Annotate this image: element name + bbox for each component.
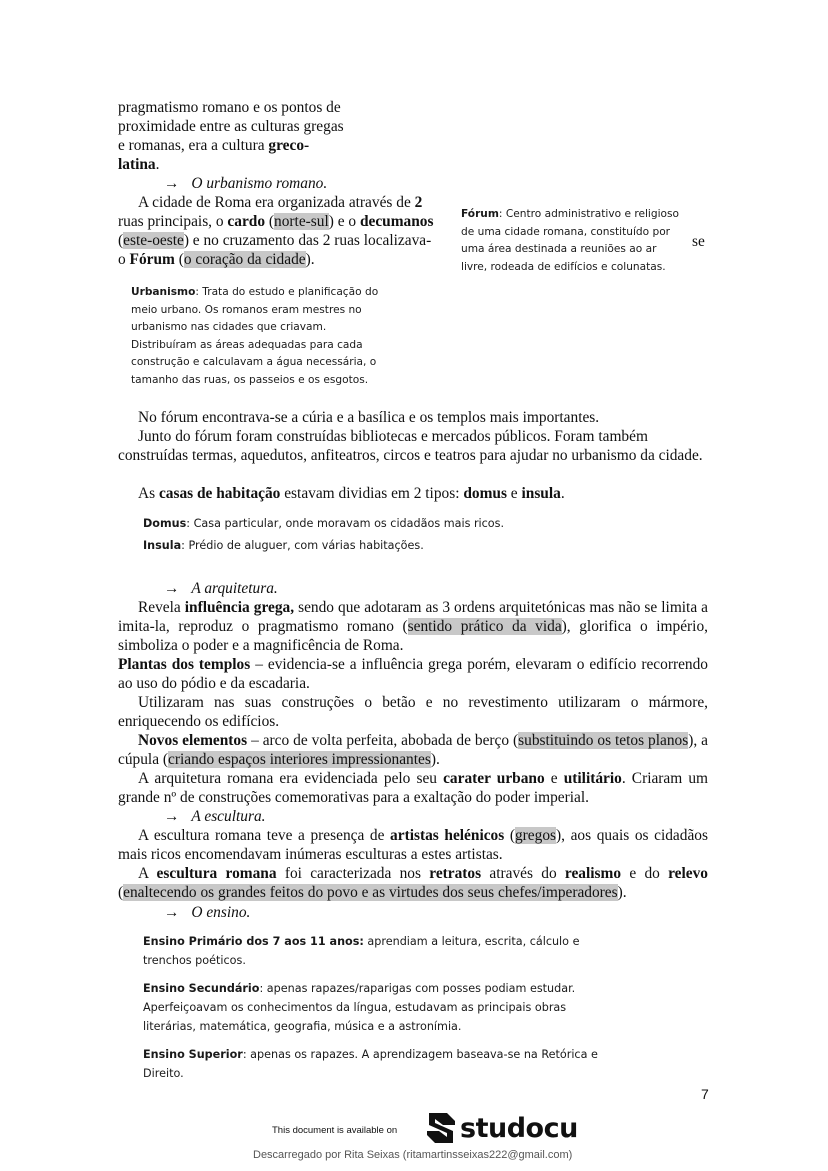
ensino-primario-note (143, 932, 603, 970)
section-heading-label: O urbanismo romano. (191, 175, 328, 192)
footer-downloaded-by: Descarregado por Rita Seixas (ritamartinsseixas222@gmail.com) (253, 1149, 573, 1161)
arquitetura-body (118, 598, 708, 807)
paragraph (118, 826, 708, 864)
text: ). (305, 251, 315, 268)
text: ). (617, 884, 627, 901)
section-heading-urbanismo (118, 174, 327, 193)
note-line (143, 932, 603, 951)
note-line: tamanho das ruas, os passeios e os esgotos. (131, 373, 369, 386)
studocu-logo[interactable] (425, 1111, 578, 1145)
casas-paragraph (138, 484, 565, 503)
section-heading-escultura (118, 807, 266, 826)
bold-term: insula (521, 485, 561, 502)
paragraph-line: No fórum encontrava-se a cúria e a basílica e os templos mais importantes. (138, 409, 600, 426)
text: ( (504, 827, 515, 844)
note-line: uma área destinada a reuniões ao ar (461, 243, 657, 255)
forum-paragraph (118, 408, 718, 465)
note-text: : Centro administrativo e religioso (498, 208, 680, 220)
section-heading-label: A arquitetura. (191, 580, 278, 597)
domus-note (143, 513, 504, 535)
text: ), a cúpula ( (118, 732, 708, 768)
paragraph (118, 864, 708, 902)
bold-term: casas de habitação (158, 485, 281, 502)
text: estavam dividias em 2 tipos: (280, 485, 464, 502)
note-line: meio urbano. Os romanos eram mestres no (131, 303, 362, 316)
paragraph: Utilizaram nas suas construções o betão e no revestimento utilizaram o mármore, enriquecendo os edifícios. (118, 694, 708, 730)
text: ruas principais, o (118, 213, 228, 230)
note-term: Urbanismo (131, 286, 196, 298)
housing-definitions (143, 513, 504, 557)
bold-term: utilitário (563, 770, 622, 787)
bold-term: Plantas dos templos (118, 656, 251, 673)
note-line: literárias, matemática, geografia, música e a astronímia. (143, 1020, 462, 1033)
note-text: : apenas os rapazes. A aprendizagem baseava-se na Retórica e (242, 1048, 598, 1061)
note-line (143, 979, 603, 998)
forum-definition-note (461, 206, 691, 276)
highlighted-text: enaltecendo os grandes feitos do povo e as virtudes dos seus chefes/imperadores (123, 884, 618, 901)
note-term: Insula (143, 539, 182, 552)
bold-term: realismo (564, 865, 622, 882)
text: ) e no cruzamento das 2 ruas localizava- (183, 232, 432, 249)
text: foi caracterizada nos (276, 865, 430, 882)
section-heading-label: O ensino. (191, 904, 251, 921)
page-number: 7 (701, 1086, 709, 1102)
note-line: de uma cidade romana, constituído por (461, 225, 671, 238)
paragraph-line (118, 193, 436, 212)
text: através do (481, 865, 565, 882)
note-line (143, 1045, 603, 1064)
ensino-secundario-note (143, 979, 603, 1036)
arrow-right-icon: → (164, 904, 180, 921)
text: As (138, 485, 159, 502)
text: e (506, 485, 522, 502)
arrow-right-icon: → (164, 808, 180, 825)
escultura-body (118, 826, 708, 902)
paragraph-line: construídas termas, aquedutos, anfiteatros, circos e teatros para ajudar no urbanismo da cidade. (118, 447, 703, 464)
paragraph-line (118, 231, 436, 250)
text: A arquitetura romana era evidenciada pelo seu (138, 770, 444, 787)
intro-line (118, 155, 458, 174)
section-heading-ensino (118, 903, 250, 922)
highlighted-text: sentido prático da vida (407, 618, 562, 635)
text: ( (265, 213, 275, 230)
intro-line: proximidade entre as culturas gregas (118, 118, 344, 135)
paragraph (118, 731, 708, 769)
note-term: Ensino Superior (143, 1048, 243, 1061)
bold-term: decumanos (359, 213, 434, 230)
text: . Criaram um grande nº de construções comemorativas para a exaltação do poder imperial. (118, 770, 709, 806)
text: A cidade de Roma era organizada através de (138, 194, 415, 211)
highlighted-text: este-oeste (123, 232, 184, 249)
note-term: Fórum (461, 208, 499, 220)
stray-text-se: se (692, 233, 705, 250)
note-term: Ensino Secundário (143, 982, 260, 995)
text: A escultura romana teve a presença de (138, 827, 391, 844)
bold-term: Fórum (129, 251, 175, 268)
bold-term: domus (463, 485, 507, 502)
note-text: : Trata do estudo e planificação do (195, 286, 379, 298)
note-line: Direito. (143, 1067, 184, 1080)
bold-term: latina (118, 156, 156, 173)
text: . (560, 485, 565, 502)
studocu-logo-icon (425, 1111, 457, 1145)
text: ). (430, 751, 440, 768)
note-line: urbanismo nas cidades que criavam. (131, 321, 327, 333)
highlighted-text: criando espaços interiores impressionantes (168, 751, 431, 768)
paragraph (118, 655, 708, 693)
note-text: aprendiam a leitura, escrita, cálculo e (363, 935, 580, 948)
text: ( (118, 884, 124, 901)
text: e (544, 770, 564, 787)
text: ( (174, 251, 184, 268)
bold-term: retratos (429, 865, 482, 882)
bold-term: influência grega, (184, 599, 295, 616)
text: sendo que adotaram as 3 ordens arquitetónicas mas não se limita a imita-la, reproduz o pragmatismo romano ( (118, 599, 709, 635)
urbanismo-paragraph (118, 193, 436, 269)
note-text: : Casa particular, onde moravam os cidadãos mais ricos. (186, 517, 505, 530)
text: e do (621, 865, 669, 882)
paragraph (118, 598, 708, 655)
text: ), glorifica o império, simboliza o poder e a magnificência de Roma. (118, 618, 708, 654)
bold-term: artistas helénicos (390, 827, 505, 844)
note-line: Aperfeiçoavam os conhecimentos da língua, estudavam as principais obras (143, 1001, 567, 1014)
note-line: trenchos poéticos. (143, 954, 246, 967)
bold-term: 2 (414, 194, 423, 211)
intro-text: e romanas, era a cultura (118, 137, 269, 154)
arrow-right-icon: → (164, 175, 180, 192)
ensino-superior-note (143, 1045, 603, 1083)
text: ), aos quais os cidadãos mais ricos encomendavam inúmeras esculturas a estes artistas. (118, 827, 708, 863)
text: o (118, 251, 130, 268)
bold-term: cardo (227, 213, 266, 230)
paragraph-line (118, 250, 436, 269)
studocu-brand-text: studocu (460, 1112, 578, 1144)
paragraph (118, 769, 708, 807)
ensino-notes (143, 932, 603, 1083)
note-line: construção e calculavam a água necessária, o (131, 356, 377, 368)
section-heading-arquitetura (118, 579, 278, 598)
bold-term: relevo (668, 865, 708, 882)
text: A (138, 865, 157, 882)
bold-term: escultura romana (156, 865, 277, 882)
bold-term: greco- (268, 137, 310, 154)
text: – arco de volta perfeita, abobada de berço ( (247, 732, 519, 749)
text: Revela (138, 599, 185, 616)
urbanismo-definition-note (131, 284, 391, 389)
intro-line (118, 136, 458, 155)
text: ( (118, 232, 124, 249)
text: – evidencia-se a influência grega porém, elevaram o edifício recorrendo ao uso do pódio e da escadaria. (118, 656, 708, 692)
note-line (461, 206, 691, 224)
note-line: livre, rodeada de edifícios e colunatas. (461, 260, 666, 273)
bold-term: carater urbano (443, 770, 545, 787)
note-line (131, 284, 391, 302)
note-text: : Prédio de aluguer, com várias habitações. (181, 539, 424, 552)
paragraph-line (118, 212, 436, 231)
insula-note (143, 535, 504, 557)
highlighted-text: norte-sul (274, 213, 329, 230)
note-term: Ensino Primário dos 7 aos 11 anos: (143, 935, 364, 948)
intro-line: pragmatismo romano e os pontos de (118, 99, 341, 116)
arrow-right-icon: → (164, 580, 180, 597)
section-heading-label: A escultura. (191, 808, 266, 825)
paragraph-line: Junto do fórum foram construídas bibliotecas e mercados públicos. Foram também (138, 428, 648, 445)
bold-term: Novos elementos (138, 732, 248, 749)
footer-available-text: This document is available on (272, 1125, 398, 1136)
intro-paragraph (118, 98, 458, 174)
note-text: : apenas rapazes/raparigas com posses podiam estudar. (259, 982, 576, 995)
text: ) e o (328, 213, 360, 230)
highlighted-text: o coração da cidade (183, 251, 306, 268)
note-line: Distribuíram as áreas adequadas para cada (131, 338, 363, 351)
highlighted-text: substituindo os tetos planos (518, 732, 689, 749)
note-term: Domus (143, 517, 187, 530)
intro-text: . (155, 156, 160, 173)
highlighted-text: gregos (514, 827, 557, 844)
